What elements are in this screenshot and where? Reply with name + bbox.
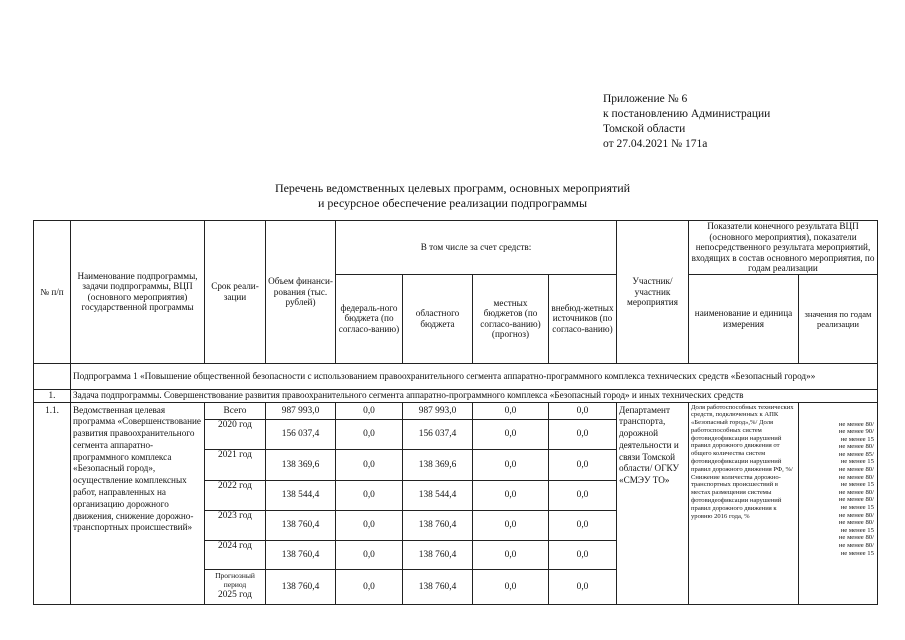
federal-cell: 0,0 bbox=[336, 449, 403, 480]
appendix-block bbox=[603, 92, 770, 152]
federal-cell: 0,0 bbox=[336, 510, 403, 540]
volume-cell: 138 760,4 bbox=[266, 510, 336, 540]
appendix-line: Томской области bbox=[603, 123, 686, 135]
regional-cell: 987 993,0 bbox=[403, 402, 473, 419]
extra-cell: 0,0 bbox=[549, 540, 617, 569]
indicator-value: не менее 80/ bbox=[838, 466, 874, 474]
volume-cell: 156 037,4 bbox=[266, 419, 336, 449]
extra-cell: 0,0 bbox=[549, 569, 617, 604]
indicator-value: не менее 80/ bbox=[838, 511, 874, 519]
title-line: Перечень ведомственных целевых программ, основных мероприятий bbox=[274, 181, 631, 195]
indicator-value: не менее 80/ bbox=[838, 534, 874, 542]
indicator-value: не менее 15 bbox=[840, 435, 874, 443]
year-cell: 2021 год bbox=[205, 449, 266, 480]
item-name: Ведомственная целевая программа «Совершенствование развития правоохранительного сегмента аппаратно-программного комплекса «Безопасный город», осуществление комплексных работ, направленных на организацию дорожного движения, снижение дорожно-транспортных происшествий» bbox=[71, 402, 205, 604]
local-cell: 0,0 bbox=[473, 540, 549, 569]
indicator-value: не менее 15 bbox=[840, 504, 874, 512]
indicator-value: не менее 80/ bbox=[838, 443, 874, 451]
appendix-line: Приложение № 6 bbox=[603, 93, 688, 105]
header-indicator-values: значения по годам реализации bbox=[799, 274, 878, 363]
local-cell: 0,0 bbox=[473, 510, 549, 540]
year-cell: 2020 год bbox=[205, 419, 266, 449]
appendix-line: от 27.04.2021 № 171а bbox=[603, 138, 708, 150]
indicator-value: не менее 80/ bbox=[838, 519, 874, 527]
header-volume: Объем финанси-рования (тыс. рублей) bbox=[266, 221, 336, 364]
regional-cell: 138 760,4 bbox=[403, 540, 473, 569]
volume-cell: 138 544,4 bbox=[266, 480, 336, 510]
extra-cell: 0,0 bbox=[549, 449, 617, 480]
participant-cell: Департамент транспорта, дорожной деятельности и связи Томской области/ ОГКУ «СМЭУ ТО» bbox=[617, 402, 689, 604]
year-cell bbox=[205, 569, 266, 604]
federal-cell: 0,0 bbox=[336, 569, 403, 604]
year-cell: 2022 год bbox=[205, 480, 266, 510]
federal-cell: 0,0 bbox=[336, 540, 403, 569]
volume-cell: 138 369,6 bbox=[266, 449, 336, 480]
extra-cell: 0,0 bbox=[549, 480, 617, 510]
indicator-value: не менее 15 bbox=[840, 458, 874, 466]
header-federal: федераль-ного бюджета (по согласо-ванию) bbox=[336, 274, 403, 363]
item-num: 1.1. bbox=[34, 402, 71, 604]
year-cell: Всего bbox=[205, 402, 266, 419]
header-local: местных бюджетов (по согласо-ванию) (прогноз) bbox=[473, 274, 549, 363]
indicator-value: не менее 80/ bbox=[838, 420, 874, 428]
indicator-value: не менее 80/ bbox=[838, 496, 874, 504]
indicator-value: не менее 80/ bbox=[838, 473, 874, 481]
local-cell: 0,0 bbox=[473, 480, 549, 510]
extra-cell: 0,0 bbox=[549, 419, 617, 449]
regional-cell: 156 037,4 bbox=[403, 419, 473, 449]
indicator-value: не менее 85/ bbox=[838, 450, 874, 458]
appendix-line: к постановлению Администрации bbox=[603, 108, 771, 120]
local-cell: 0,0 bbox=[473, 569, 549, 604]
indicator-value: не менее 15 bbox=[840, 526, 874, 534]
indicator-value: не менее 80/ bbox=[838, 542, 874, 549]
extra-cell: 0,0 bbox=[549, 510, 617, 540]
header-name: Наименование подпрограммы, задачи подпрограммы, ВЦП (основного мероприятия) государственной программы bbox=[71, 221, 205, 364]
header-extra: внебюд-жетных источников (по согласо-ванию) bbox=[549, 274, 617, 363]
header-regional: областного бюджета bbox=[403, 274, 473, 363]
federal-cell: 0,0 bbox=[336, 419, 403, 449]
extra-cell: 0,0 bbox=[549, 402, 617, 419]
year-label: Прогнозный bbox=[215, 570, 255, 580]
volume-cell: 138 760,4 bbox=[266, 569, 336, 604]
volume-cell: 987 993,0 bbox=[266, 402, 336, 419]
indicator-value: не менее 80/ bbox=[838, 488, 874, 496]
indicator-value: не менее 15 bbox=[840, 549, 874, 557]
subprogram-title: Подпрограмма 1 «Повышение общественной безопасности с использованием правоохранительного сегмента аппаратно-программного комплекса технических средств «Безопасный город»» bbox=[71, 363, 878, 389]
header-indicators: Показатели конечного результата ВЦП (основного мероприятия), показатели непосредственного результата мероприятий, входящих в состав основного мероприятия, по годам реализации bbox=[689, 221, 878, 275]
indicator-name-cell: Доля работоспособных технических средств, подключенных к АПК «Безопасный город»,%/ Доля работоспособных систем фотовидеофиксации нарушений правил дорожного движения от общего количества систем фотовидеофиксации нарушений правил дорожного движения РФ, %/ Снижение количества дорожно-транспортных происшествий в местах размещения системы фотовидеофиксации нарушений правил дорожного движения к уровню 2016 года, % bbox=[689, 402, 799, 604]
year-cell: 2024 год bbox=[205, 540, 266, 569]
local-cell: 0,0 bbox=[473, 419, 549, 449]
year-label: период bbox=[223, 579, 247, 589]
header-participant: Участник/ участник мероприятия bbox=[617, 221, 689, 364]
title-line: и ресурсное обеспечение реализации подпрограммы bbox=[317, 196, 588, 210]
indicator-values-cell bbox=[799, 402, 878, 604]
header-num: № п/п bbox=[34, 221, 71, 364]
federal-cell: 0,0 bbox=[336, 480, 403, 510]
header-indicator-name: наименование и единица измерения bbox=[689, 274, 799, 363]
regional-cell: 138 760,4 bbox=[403, 569, 473, 604]
indicator-value: не менее 15 bbox=[840, 481, 874, 489]
header-including: В том числе за счет средств: bbox=[336, 221, 617, 275]
regional-cell: 138 544,4 bbox=[403, 480, 473, 510]
regional-cell: 138 760,4 bbox=[403, 510, 473, 540]
programs-table bbox=[33, 220, 878, 605]
document-title bbox=[0, 181, 905, 211]
local-cell: 0,0 bbox=[473, 449, 549, 480]
federal-cell: 0,0 bbox=[336, 402, 403, 419]
local-cell: 0,0 bbox=[473, 402, 549, 419]
volume-cell: 138 760,4 bbox=[266, 540, 336, 569]
header-term: Срок реали-зации bbox=[205, 221, 266, 364]
year-label: 2025 год bbox=[218, 590, 252, 601]
task-num: 1. bbox=[34, 389, 71, 402]
task-title: Задача подпрограммы. Совершенствование развития правоохранительного сегмента аппаратно-программного комплекса «Безопасный город» и иных технических средств bbox=[71, 389, 878, 402]
indicator-value: не менее 90/ bbox=[838, 428, 874, 436]
regional-cell: 138 369,6 bbox=[403, 449, 473, 480]
year-cell: 2023 год bbox=[205, 510, 266, 540]
